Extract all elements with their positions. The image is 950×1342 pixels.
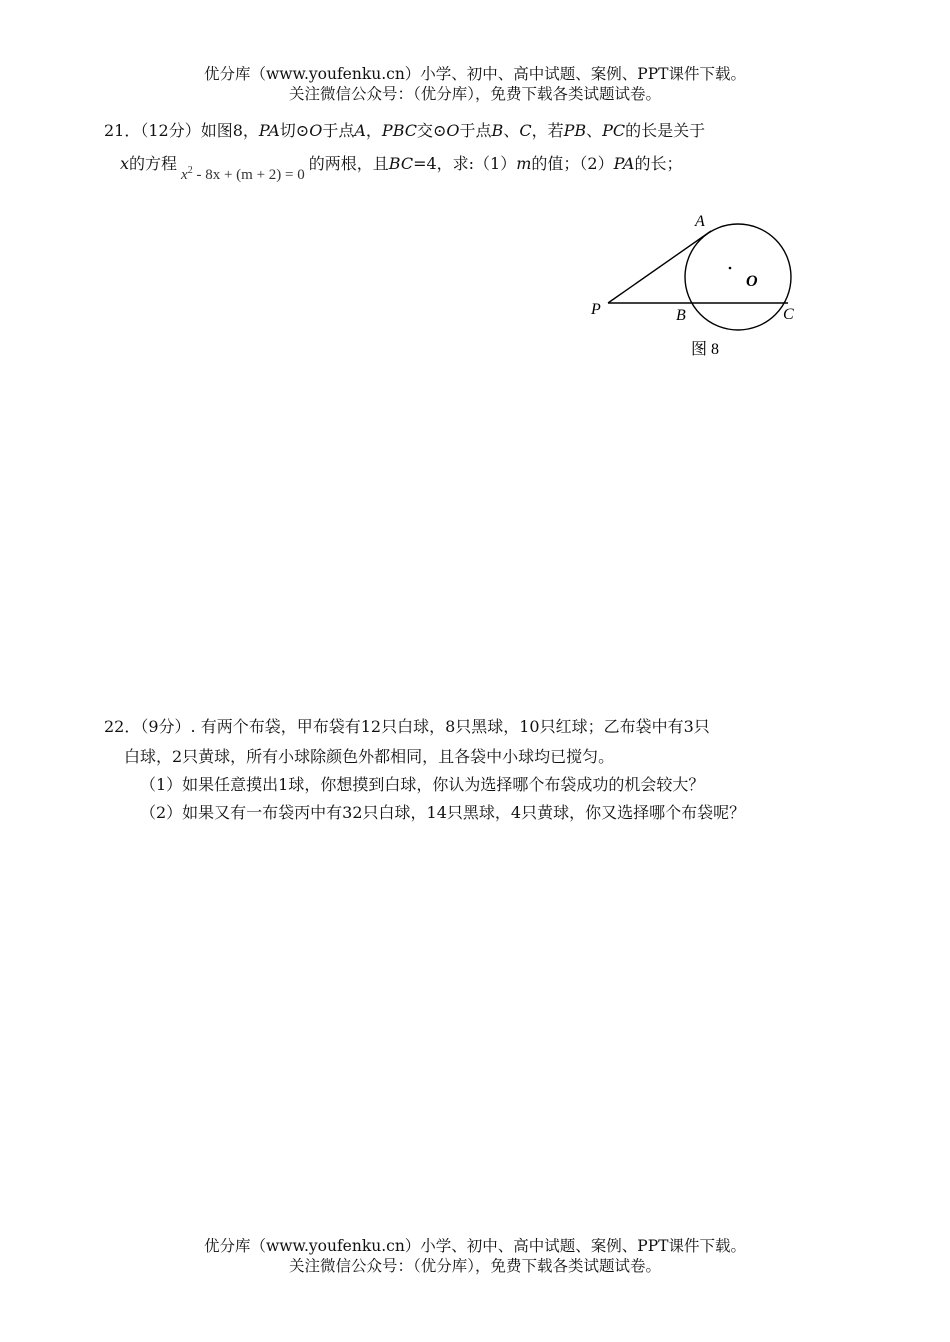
figure-caption: 图 8: [691, 341, 720, 358]
q21-text: 交⊙: [416, 121, 447, 140]
label-p: P: [591, 301, 601, 318]
q21-var-bc: BC: [388, 154, 414, 173]
q22-subquestion-2: （2）如果又有一布袋丙中有32只白球，14只黑球，4只黄球，你又选择哪个布袋呢？: [140, 803, 746, 822]
tangent-pa: [608, 231, 711, 303]
q21-var-o: O: [446, 121, 460, 140]
q21-text: 的长；: [634, 154, 683, 173]
q21-var-pa: PA: [613, 154, 635, 173]
q21-text: 的两根，且: [308, 154, 389, 173]
q21-text: 、: [586, 121, 603, 140]
q21-score: （12分）如图8，: [140, 121, 259, 140]
header-line-1: 优分库（www.youfenku.cn）小学、初中、高中试题、案例、PPT课件下载。: [203, 65, 747, 83]
label-c: C: [783, 306, 794, 323]
q21-text: 的值；（2）: [531, 154, 614, 173]
label-b: B: [676, 307, 686, 324]
center-dot: [729, 267, 732, 270]
geometry-figure-8: [585, 205, 815, 365]
q21-var-pb: PB: [563, 121, 587, 140]
label-o: O: [746, 273, 758, 290]
label-a: A: [695, 213, 705, 230]
header-line-2: 关注微信公众号：（优分库），免费下载各类试题试卷。: [288, 85, 661, 103]
q21-text: 切⊙: [279, 121, 310, 140]
q22-line-1: 22．（9分）. 有两个布袋，甲布袋有12只白球，8只黑球，10只红球；乙布袋中有3只: [104, 717, 710, 736]
q21-text: ，: [365, 121, 382, 140]
q21-text: 的长是关于: [625, 121, 706, 140]
q21-var-pbc: PBC: [381, 121, 417, 140]
q21-var-pc: PC: [602, 121, 626, 140]
q21-line-1: [104, 120, 705, 142]
q21-text: =4，求:（1）: [413, 154, 517, 173]
eq-exponent: 2: [187, 165, 193, 176]
q22-subquestion-1: （1）如果任意摸出1球，你想摸到白球，你认为选择哪个布袋成功的机会较大？: [140, 775, 705, 794]
q21-line-2: [120, 150, 683, 183]
page-footer: [0, 1236, 950, 1276]
eq-var-x: x: [181, 167, 188, 183]
footer-line-2: 关注微信公众号：（优分库），免费下载各类试题试卷。: [288, 1257, 661, 1275]
q21-var-pa: PA: [258, 121, 280, 140]
circle-o: [685, 224, 791, 330]
q21-var-o: O: [309, 121, 323, 140]
q21-var-x: x: [120, 154, 130, 173]
q21-var-c: C: [519, 121, 532, 140]
q22-line-2: 白球，2只黄球，所有小球除颜色外都相同，且各袋中小球均已搅匀。: [124, 747, 615, 766]
q21-var-m: m: [516, 154, 532, 173]
q21-text: 的方程: [129, 154, 178, 173]
q21-text: ，若: [531, 121, 564, 140]
q21-number: 21．: [104, 121, 141, 140]
footer-line-1: 优分库（www.youfenku.cn）小学、初中、高中试题、案例、PPT课件下载。: [203, 1237, 747, 1255]
q21-var-b: B: [491, 121, 504, 140]
q21-equation: [181, 167, 305, 183]
q21-text: 于点: [459, 121, 492, 140]
q21-var-a: A: [354, 121, 366, 140]
page-header: [0, 64, 950, 104]
eq-rest: - 8x + (m + 2) = 0: [192, 167, 305, 183]
q21-text: 、: [503, 121, 520, 140]
q21-text: 于点: [322, 121, 355, 140]
